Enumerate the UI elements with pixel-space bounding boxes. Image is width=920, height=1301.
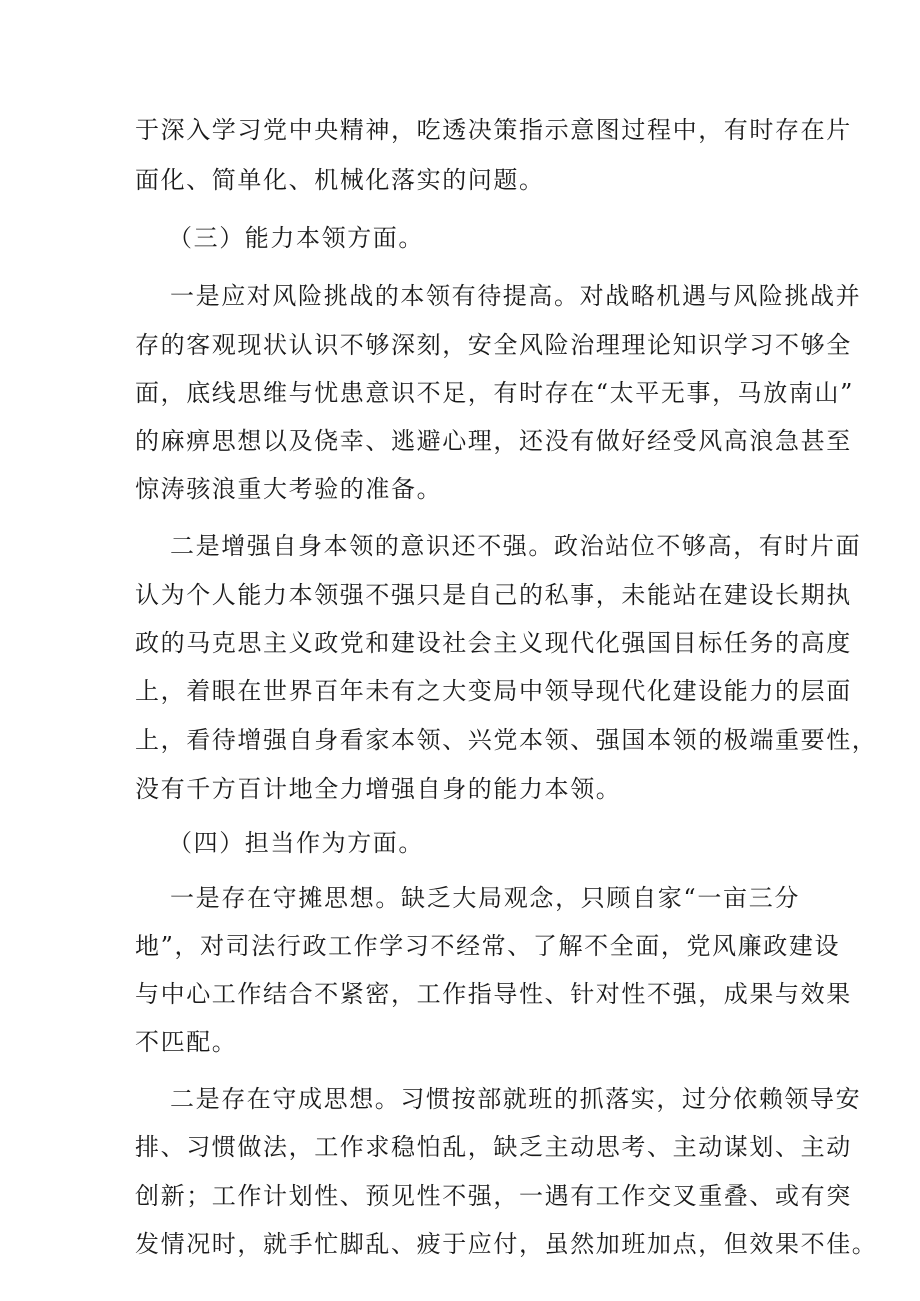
text-line: 一是应对风险挑战的本领有待提高。对战略机遇与风险挑战并 <box>170 282 862 310</box>
text-line: 二是存在守成思想。习惯按部就班的抓落实，过分依赖领导安 <box>170 1085 862 1113</box>
text-line: 面，底线思维与忧患意识不足，有时存在“太平无事，马放南山” <box>135 379 854 407</box>
text-line: 认为个人能力本领强不强只是自己的私事，未能站在建设长期执 <box>135 581 852 609</box>
text-line: 上，着眼在世界百年未有之大变局中领导现代化建设能力的层面 <box>135 677 852 705</box>
text-line: 排、习惯做法，工作求稳怕乱，缺乏主动思考、主动谋划、主动 <box>135 1133 852 1161</box>
text-line: 没有千方百计地全力增强自身的能力本领。 <box>135 775 622 803</box>
text-line: 不匹配。 <box>135 1028 238 1056</box>
text-line: 创新；工作计划性、预见性不强，一遇有工作交叉重叠、或有突 <box>135 1182 852 1210</box>
text-line: 发情况时，就手忙脚乱、疲于应付，虽然加班加点，但效果不佳。 <box>135 1230 878 1258</box>
text-line: 的麻痹思想以及侥幸、逃避心理，还没有做好经受风高浪急甚至 <box>135 427 852 455</box>
text-line: 上，看待增强自身看家本领、兴党本领、强国本领的极端重要性， <box>135 726 878 754</box>
text-line: 二是增强自身本领的意识还不强。政治站位不够高，有时片面 <box>170 532 862 560</box>
text-line: 地”，对司法行政工作学习不经常、了解不全面，党风廉政建设 <box>135 932 841 960</box>
text-line: 一是存在守摊思想。缺乏大局观念，只顾自家“一亩三分 <box>170 884 800 912</box>
section-heading: （四）担当作为方面。 <box>168 829 424 857</box>
text-line: 政的马克思主义政党和建设社会主义现代化强国目标任务的高度 <box>135 629 852 657</box>
section-heading: （三）能力本领方面。 <box>168 224 424 252</box>
text-line: 惊涛骇浪重大考验的准备。 <box>135 475 443 503</box>
text-line: 存的客观现状认识不够深刻，安全风险治理理论知识学习不够全 <box>135 331 852 359</box>
text-line: 于深入学习党中央精神，吃透决策指示意图过程中，有时存在片 <box>135 116 852 144</box>
text-line: 面化、简单化、机械化落实的问题。 <box>135 166 545 194</box>
text-line: 与中心工作结合不紧密，工作指导性、针对性不强，成果与效果 <box>135 980 852 1008</box>
